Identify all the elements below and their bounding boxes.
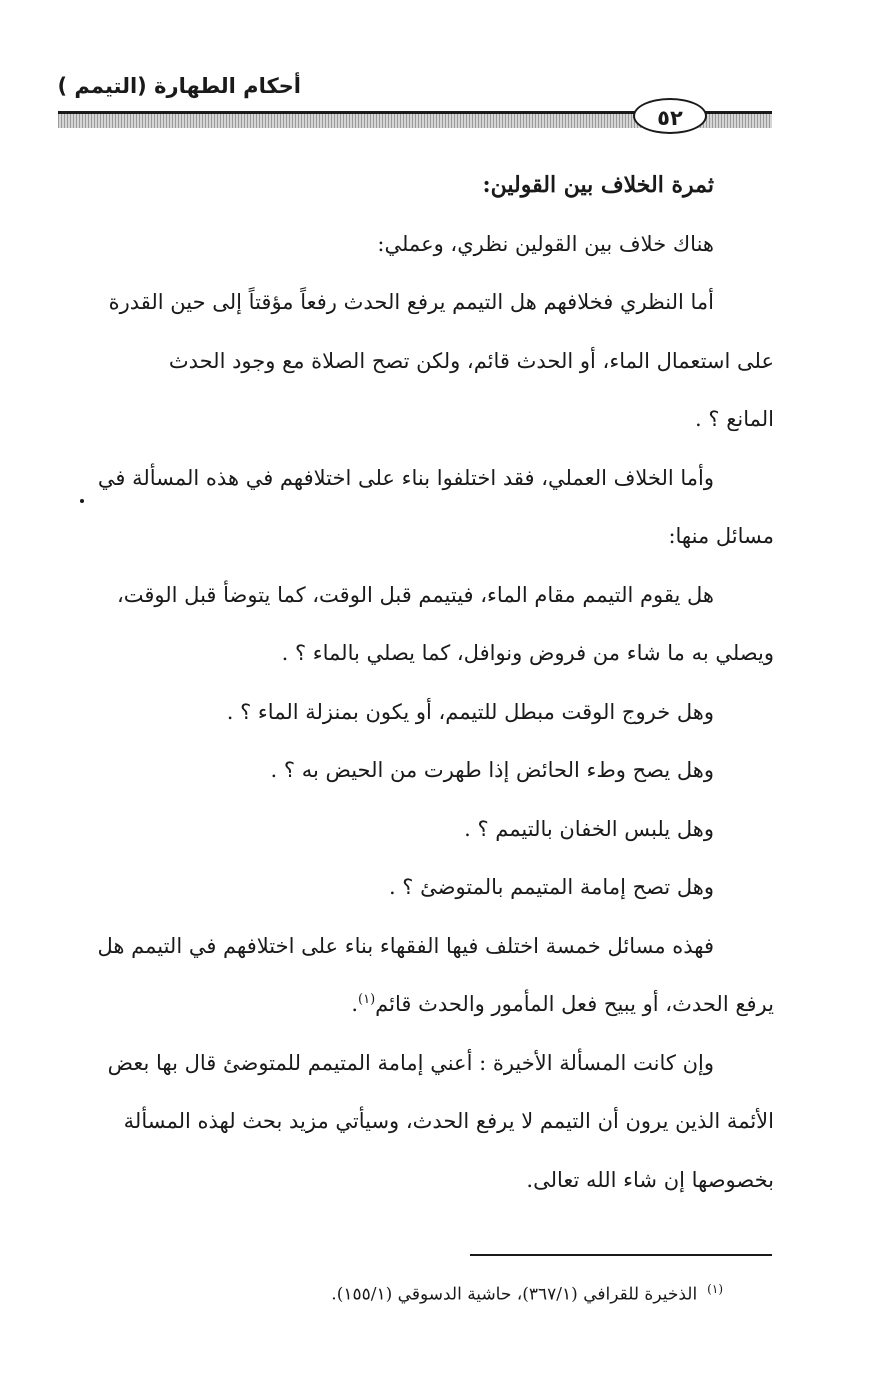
paragraph-line: على استعمال الماء، أو الحدث قائم، ولكن تصح الصلاة مع وجود الحدث <box>168 348 774 373</box>
footnote-separator <box>470 1254 772 1256</box>
section-heading: ثمرة الخلاف بين القولين: <box>482 172 714 198</box>
footnote-reference[interactable]: (١) <box>358 992 376 1007</box>
list-item: وهل يلبس الخفان بالتيمم ؟ . <box>464 816 714 841</box>
paragraph-line: المانع ؟ . <box>695 407 774 431</box>
list-item: وهل تصح إمامة المتيمم بالمتوضئ ؟ . <box>388 875 714 899</box>
paragraph-line: بخصوصها إن شاء الله تعالى. <box>526 1167 774 1192</box>
paragraph-line-with-footnote <box>56 975 774 1034</box>
paragraph-line: مسائل منها: <box>668 524 774 548</box>
body-text <box>56 156 774 1209</box>
paragraph-line: وأما الخلاف العملي، فقد اختلفوا بناء على اختلافهم في هذه المسألة في <box>97 465 714 490</box>
page-number: ٥٢ <box>633 98 707 134</box>
footnote-mark: (١) <box>707 1282 723 1296</box>
list-item: وهل يصح وطء الحائض إذا طهرت من الحيض به ؟ . <box>270 758 714 782</box>
running-title: أحكام الطهارة (التيمم ) <box>57 74 301 98</box>
footnote-text: الذخيرة للقرافي (٣٦٧/١)، حاشية الدسوقي (١٥٥/١). <box>331 1284 698 1305</box>
paragraph-line: ويصلي به ما شاء من فروض ونوافل، كما يصلي بالماء ؟ . <box>281 641 774 665</box>
paragraph-line: هناك خلاف بين القولين نظري، وعملي: <box>377 231 714 256</box>
paragraph-line: وإن كانت المسألة الأخيرة : أعني إمامة المتيمم للمتوضئ قال بها بعض <box>107 1050 714 1075</box>
paragraph-text: يرفع الحدث، أو يبيح فعل المأمور والحدث قائم <box>375 992 774 1016</box>
sentence-end: . <box>351 992 358 1016</box>
paragraph-line: فهذه مسائل خمسة اختلف فيها الفقهاء بناء على اختلافهم في التيمم هل <box>97 933 714 958</box>
paragraph-line: الأئمة الذين يرون أن التيمم لا يرفع الحدث، وسيأتي مزيد بحث لهذه المسألة <box>123 1109 774 1133</box>
paragraph-line: أما النظري فخلافهم هل التيمم يرفع الحدث رفعاً مؤقتاً إلى حين القدرة <box>108 290 714 314</box>
footnote <box>123 1282 723 1305</box>
print-speck <box>80 499 84 503</box>
paragraph-line: هل يقوم التيمم مقام الماء، فيتيمم قبل الوقت، كما يتوضأ قبل الوقت، <box>116 582 714 607</box>
list-item: وهل خروج الوقت مبطل للتيمم، أو يكون بمنزلة الماء ؟ . <box>226 699 714 724</box>
